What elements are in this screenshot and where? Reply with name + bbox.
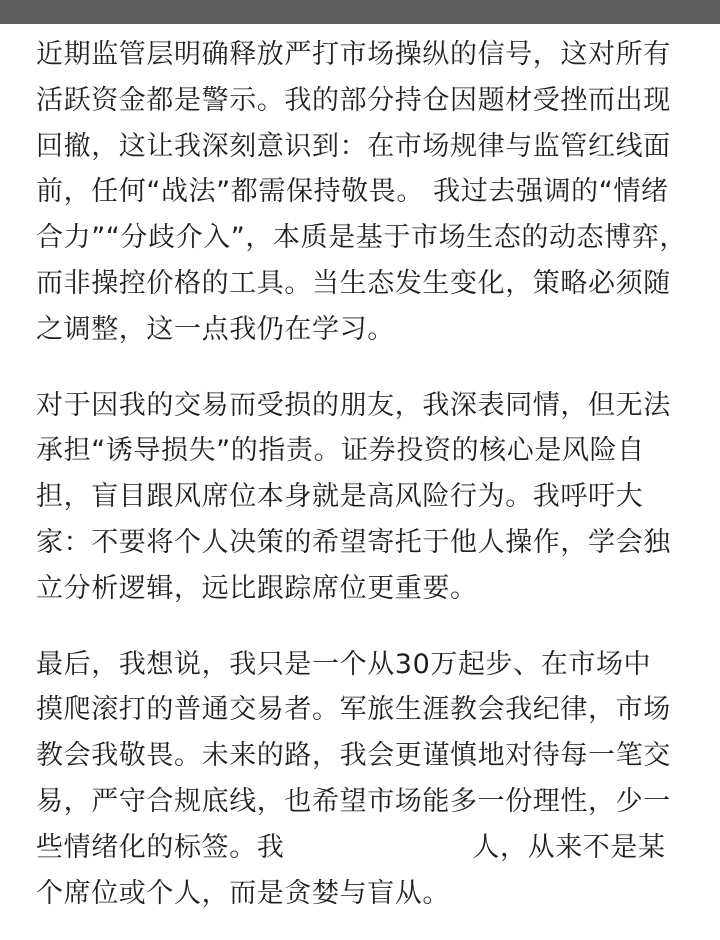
text-line: 个席位或个人，而是贪婪与盲从。	[36, 877, 450, 909]
text-line: 立分析逻辑，远比跟踪席位更重要。	[36, 572, 478, 604]
text-line: 回撤，这让我深刻意识到：在市场规律与监管红线面	[36, 130, 671, 162]
paragraph-responsibility	[36, 383, 690, 612]
paragraph-closing	[36, 642, 690, 917]
article-body	[36, 32, 690, 916]
text-line: 而非操控价格的工具。当生态发生变化，策略必须随	[36, 267, 671, 299]
text-line: 担，盲目跟风席位本身就是高风险行为。我呼吁大	[36, 481, 644, 513]
text-line: 易，严守合规底线，也希望市场能多一份理性，少一	[36, 785, 671, 817]
text-line: 前，任何“战法”都需保持敬畏。 我过去强调的“情绪	[36, 176, 669, 208]
text-line: 对于因我的交易而受损的朋友，我深表同情，但无法	[36, 389, 671, 421]
redacted-text-line	[36, 825, 690, 871]
redacted-line-start: 些情绪化的标签。我	[36, 831, 285, 863]
text-line: 教会我敬畏。未来的路，我会更谨慎地对待每一笔交	[36, 740, 671, 772]
redacted-line-end: 人，从来不是某	[472, 831, 666, 863]
text-line: 承担“诱导损失”的指责。证券投资的核心是风险自	[36, 435, 645, 467]
top-bar	[0, 0, 720, 24]
text-line: 活跃资金都是警示。我的部分持仓因题材受挫而出现	[36, 84, 671, 116]
text-line: 最后，我想说，我只是一个从30万起步、在市场中	[36, 648, 652, 680]
text-line: 摸爬滚打的普通交易者。军旅生涯教会我纪律，市场	[36, 694, 671, 726]
text-line: 家：不要将个人决策的希望寄托于他人操作，学会独	[36, 526, 671, 558]
text-line: 合力”“分歧介入”，本质是基于市场生态的动态博弈，	[36, 222, 687, 254]
paragraph-regulation	[36, 32, 690, 353]
redaction-block	[284, 826, 472, 862]
text-line: 之调整，这一点我仍在学习。	[36, 313, 395, 345]
text-line: 近期监管层明确释放严打市场操纵的信号，这对所有	[36, 39, 671, 70]
